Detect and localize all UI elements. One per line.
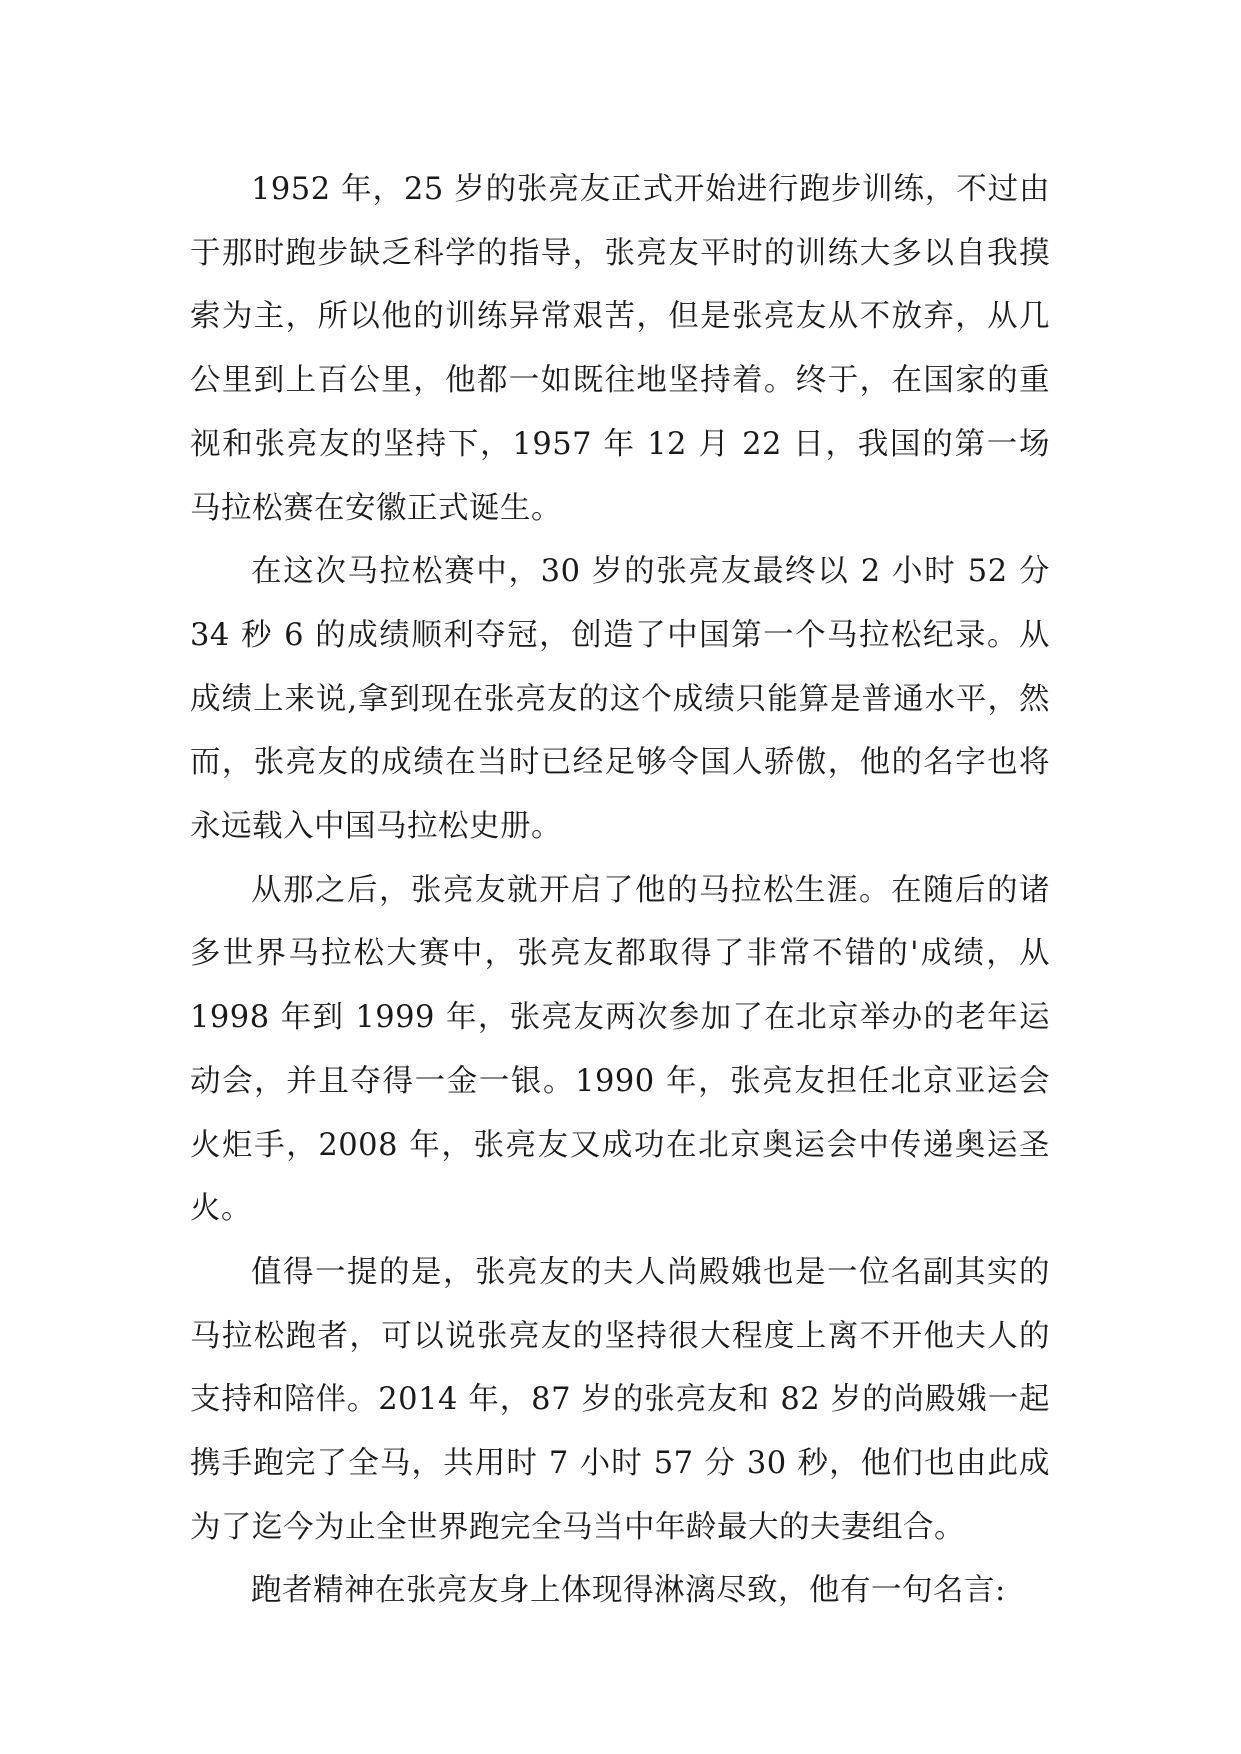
paragraph-training-start: 1952 年，25 岁的张亮友正式开始进行跑步训练，不过由于那时跑步缺乏科学的指导，张亮友平时的训练大多以自我摸索为主，所以他的训练异常艰苦，但是张亮友从不放弃，从几公里到上百公里，他都一如既往地坚持着。终于，在国家的重视和张亮友的坚持下，1957 年 12 月 22 日，我国的第一场马拉松赛在安徽正式诞生。 <box>190 172 1050 526</box>
document-body <box>190 158 1050 1623</box>
paragraph-marathon-career: 从那之后，张亮友就开启了他的马拉松生涯。在随后的诸多世界马拉松大赛中，张亮友都取得了非常不错的'成绩，从 1998 年到 1999 年，张亮友两次参加了在北京举办的老年运动会，并且夺得一金一银。1990 年，张亮友担任北京亚运会火炬手，2008 年，张亮友又成功在北京奥运会中传递奥运圣火。 <box>190 872 1050 1227</box>
paragraph-wife-support: 值得一提的是，张亮友的夫人尚殿娥也是一位名副其实的马拉松跑者，可以说张亮友的坚持很大程度上离不开他夫人的支持和陪伴。2014 年，87 岁的张亮友和 82 岁的尚殿娥一起携手跑完了全马，共用时 7 小时 57 分 30 秒，他们也由此成为了迄今为止全世界跑完全马当中年龄最大的夫妻组合。 <box>190 1254 1050 1545</box>
paragraph-first-marathon-record: 在这次马拉松赛中，30 岁的张亮友最终以 2 小时 52 分 34 秒 6 的成绩顺利夺冠，创造了中国第一个马拉松纪录。从成绩上来说,拿到现在张亮友的这个成绩只能算是普通水平，然而，张亮友的成绩在当时已经足够令国人骄傲，他的名字也将永远载入中国马拉松史册。 <box>190 554 1050 845</box>
paragraph-runner-spirit: 跑者精神在张亮友身上体现得淋漓尽致，他有一句名言: <box>251 1573 1006 1609</box>
